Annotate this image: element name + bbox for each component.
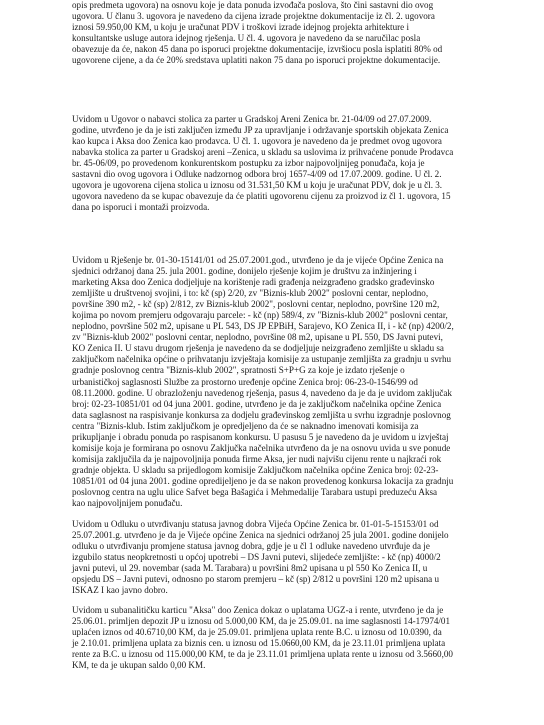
text-line: 25.06.01. primljen depozit JP u iznosu od 5.000,00 KM, da je 25.09.01. na ime saglasnosti 14-17974/01 [72,616,451,627]
text-line: javni putevi, ul 29. novembar (sada M. Tarabara) u površini 8m2 upisana u pl 550 Ko Zenica II, u [72,563,428,574]
text-line: dana po isporuci i montaži proizvoda. [72,202,210,213]
text-line: sjednici održanoj dana 25. jula 2001. godine, donijelo rješenje kojim je društvu za inžinjering i [72,266,417,277]
text-line: rente za B.C. u iznosu od 115.000,00 KM, te da je 23.11.01 primljena uplata rente u iznosu od 3.5660,00 [72,649,453,660]
text-line: komisije koja je formirana po osnovu Zaključka načelnika utvrđeno da je na osnovu uvida u sve ponude [72,442,451,453]
text-line: zaključkom načelnika općine o prihvatanju izvještaja komisije za ustupanje zemljišta za gradnju u svrhu [72,354,452,365]
text-line: površine 390 m2, - kč (sp) 2/812, zv Biznis-klub 2002", poslovni centar, neplodno, površine 120 m2, [72,299,440,310]
text-line: ugovora navedeno da se kupac obavezuje da će platiti ugovorenu cijenu za proizvod iz čl 1. ugovora, 15 [72,191,451,202]
text-line: uplaćen iznos od 40.6710,00 KM, da je 25.09.01. primljena uplata rente B.C. u iznosu od 10.0390, da [72,627,442,638]
text-line: odluku o utvrđivanju promjene statusa javnog dobra, gdje je u čl 1 odluke navedeno utvrđuje da je [72,541,430,552]
text-line: opsjedu DS – Javni putevi, odnosno po starom premjeru – kč (sp) 2/812 u površini 120 m2 upisana u [72,574,439,585]
text-line: KM, te da je ukupan saldo 0,00 KM. [72,660,206,671]
paragraph-chairs-purchase-contract [72,114,530,213]
text-line: zemljište u društvenoj svojini, i to: kč (sp) 2/20, zv "Biznis-klub 2002" poslovni centar, neplodno, [72,288,429,299]
paragraph-public-good-status-decision [72,519,530,596]
text-line: Uvidom u subanalitičku karticu "Aksa" doo Zenica dokaz o uplatama UGZ-a i rente, utvrđeno je da je [72,605,444,615]
text-line: neplodno, površine 502 m2, upisane u PL 543, DS JP EPBiH, Sarajevo, KO Zenica II, i - kč (np) 4200/2, [72,321,454,332]
text-line: ugovora. U članu 3. ugovora je navedeno da cijena izrade projektne dokumentacije iz čl. 2. ugovora [72,11,435,22]
text-line: Uvidom u Ugovor o nabavci stolica za parter u Gradskoj Areni Zenica br. 21-04/09 od 27.07.2009. [72,114,432,124]
text-line: obavezuje da će, nakon 45 dana po isporuci projektne dokumentacije, izvršiocu posla isplatiti 80% od [72,44,443,55]
text-line: KO Zenica II. U stavu drugom rješenja je navedeno da se dodjeljuje neizgrađeno zemljište u skladu sa [72,343,444,354]
text-line: sastavni dio ovog ugovora i Odluke nadzornog odbora broj 1657-4/09 od 17.07.2009. godine. U čl. 2. [72,169,442,180]
text-line: Uvidom u Rješenje br. 01-30-15141/01 od 25.07.2001.god., utvrđeno je da je vijeće Općine Zenica na [72,255,444,265]
text-line: kojima po novom premjeru odgovaraju parcele: - kč (np) 589/4, zv "Biznis-klub 2002" poslovni centar, [72,310,448,321]
text-line: konsultantske usluge autora idejnog rješenja. U čl. 4. ugovora je navedeno da se naručilac posla [72,33,421,44]
text-line: komisija zaključila da je najpovoljnija ponuda firme Aksa, jer nudi najvišu cijenu rente u najkraći rok [72,453,442,464]
text-line: izgubilo status neopkretnosti u općoj upotrebi – DS Javni putevi, slijedeće zemljište: - kč (np) 4000/2 [72,552,441,563]
text-line: ISKAZ I kao javno dobro. [72,585,168,596]
text-line: 25.07.2001.g. utvrđeno je da je Vijeće općine Zenica na sjednici održanoj 25 jula 2001. godine donijelo [72,530,449,541]
paragraph-subledger-card [72,605,530,671]
text-line: poslovnog centra na uglu ulice Safvet bega Bašagića i Mehmedalije Tarabara ustupi preduzeću Aksa [72,486,438,497]
text-line: nabavka stolica za parter u Gradskoj areni –Zenica, u skladu sa uslovima iz prihvaćene ponude Prodavca [72,147,454,158]
text-line: godine, utvrđeno je da je isti zaključen između JP za upravljanje i održavanje sportskih objekata Zenica [72,125,449,136]
text-line: ugovorene cijene, a da će 20% sredstava uplatiti nakon 75 dana po isporuci projektne dokumentacije. [72,55,441,66]
text-line: br. 45-06/09, po provedenom konkurentskom postupku za izbor najpovoljnijeg ponuđača, koja je [72,158,425,169]
text-line: broj: 02-23-10851/01 od 04 juna 2001. godine, utvrđeno je da je zaključkom načelnika općine Zenica [72,398,442,409]
text-line: 08.11.2000. godine. U obrazloženju navedenog rješenja, pasus 4, navedeno da je da je uvidom zaključak [72,387,452,398]
text-line: ugovora je ugovorena cijena stolica u iznosu od 31.531,50 KM u koju je uračunat PDV, dok je u čl. 3. [72,180,443,191]
text-line: prikupljanje i obradu ponuda po raspisanom konkursu. U pasusu 5 je navedeno da je uvidom u izvještaj [72,431,449,442]
text-line: kao kupca i Aksa doo Zenica kao prodavca. U čl. 1. ugovora je navedeno da je predmet ovog ugovora [72,136,442,147]
text-line: Uvidom u Odluku o utvrđivanju statusa javnog dobra Vijeća Općine Zenica br. 01-01-5-15153/01 od [72,519,439,529]
text-line: je 2.10.01. primljena uplata za biznis cen. u iznosu od 15.0660,00 KM, da je 23.11.01 primljena uplata [72,638,446,649]
text-line: marketing Aksa doo Zenica dodjeljuje na korištenje radi građenja neizgrađeno gradsko građevinsko [72,277,435,288]
text-line: gradnje objekta. U skladu sa prijedlogom komisije Zaključkom načelnika općine Zenica broj: 02-23- [72,464,439,475]
text-line: zv "Biznis-klub 2002" poslovni centar, neplodno, površine 08 m2, upisane u PL 550, DS Javni putevi, [72,332,443,343]
text-line: 10851/01 od 04 juna 2001. godine opredijeljeno je da se nakon provedenog konkursa lokacija za gradnju [72,475,454,486]
paragraph-project-contract [72,0,530,66]
text-line: iznosi 59.950,00 KM, u koju je uračunat PDV i troškovi izrade idejnog projekta arhitekture i [72,22,409,33]
text-line: data saglasnost na raspisivanje konkursa za dodjelu građevinskog zemljišta u svrhu izgradnje poslovnog [72,409,451,420]
text-line: kao najpovoljnijem ponuđaču. [72,498,183,509]
text-line: gradnje poslovnog centra "Biznis-klub 2002", spratnosti S+P+G za koje je izdato rješenje o [72,365,405,376]
text-line: urbanističkoj saglasnosti Službe za prostorno uređenje općine Zenica broj: 06-23-0-1546/99 od [72,376,418,387]
paragraph-land-allocation-decision [72,255,530,509]
text-line: opis predmeta ugovora) na osnovu koje je data ponuda izvođača poslova, što čini sastavni dio ovog [72,0,434,10]
text-line: centra "Biznis-klub. Istim zaključkom je opredjeljeno da će se naknadno imenovati komisija za [72,420,419,431]
